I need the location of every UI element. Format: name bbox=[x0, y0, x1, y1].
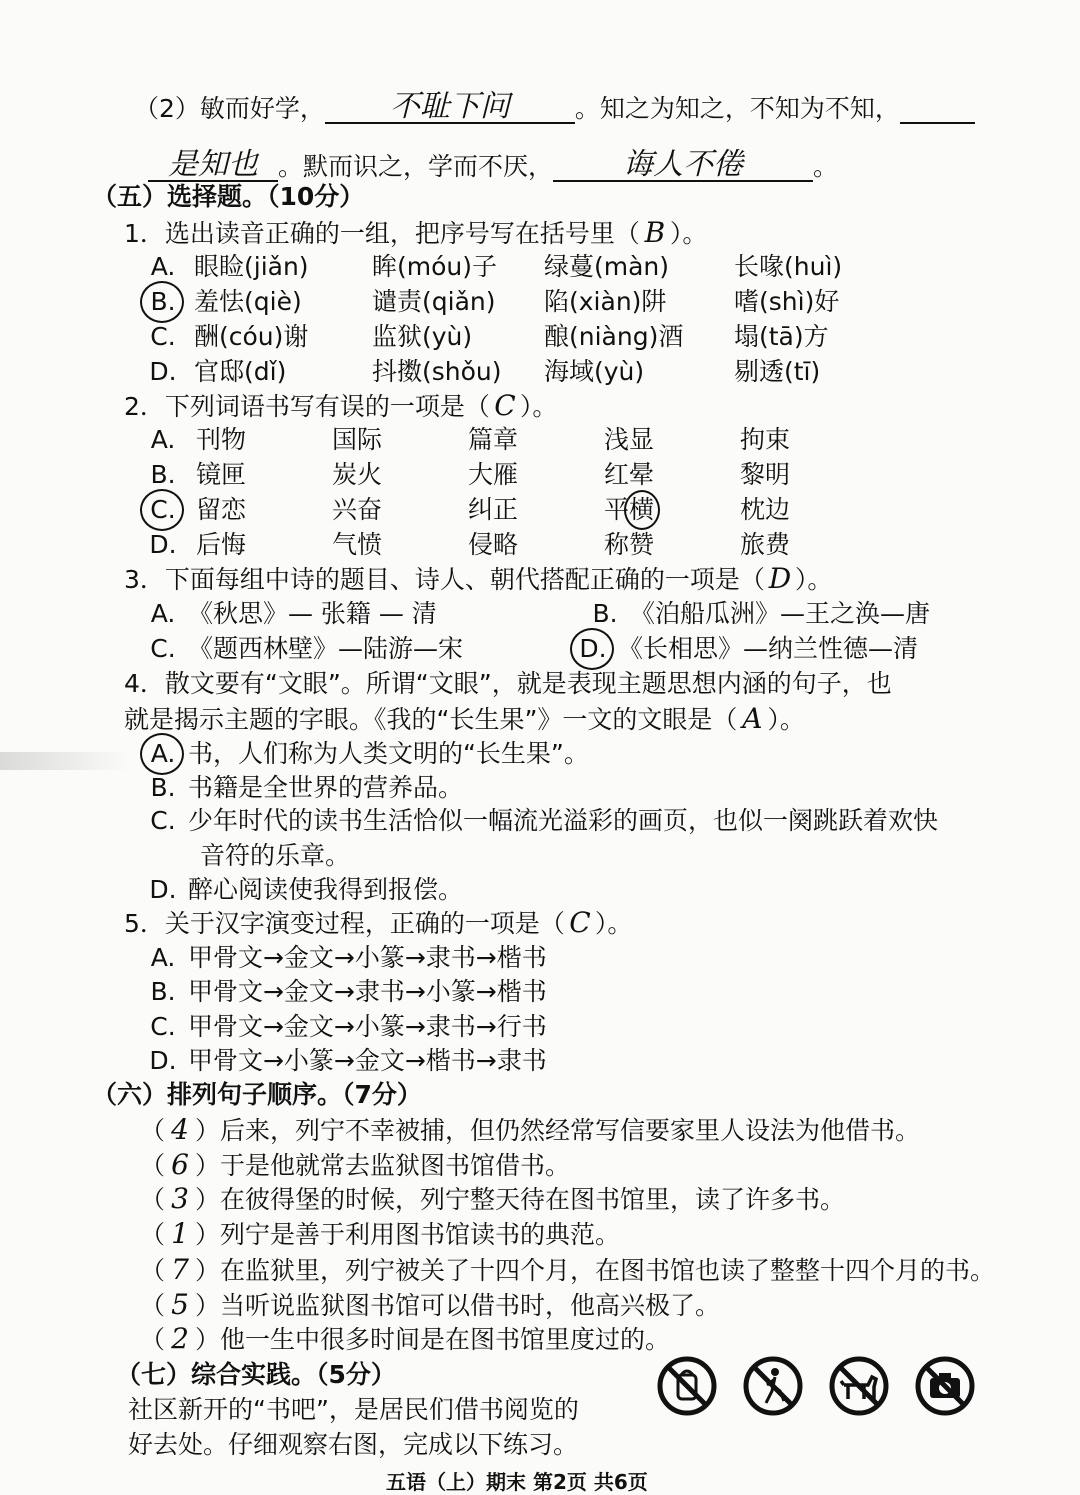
option-letter-circled: A. bbox=[146, 739, 180, 769]
option-letter: A. bbox=[150, 943, 176, 972]
q2-d-1: 后悔 bbox=[196, 530, 247, 559]
q3-b-text: 《泊船瓜洲》—王之涣—唐 bbox=[629, 599, 930, 628]
q2-option-c bbox=[146, 495, 180, 525]
q5-c-text: 甲骨文→金文→小篆→隶书→行书 bbox=[187, 1012, 547, 1041]
fill-end: 。 bbox=[813, 152, 839, 181]
q4-stem-end: ）。 bbox=[767, 705, 805, 734]
q2-d-5: 旅费 bbox=[740, 530, 791, 559]
page-footer: 五语（上）期末 第2页 共6页 bbox=[386, 1470, 648, 1494]
q4-b-text: 书籍是全世界的营养品。 bbox=[187, 773, 463, 802]
q3-d-text: 《长相思》—纳兰性德—清 bbox=[617, 634, 918, 663]
no-camera-icon bbox=[914, 1355, 976, 1417]
order-item bbox=[140, 1115, 920, 1146]
circled-error-word: 平横 bbox=[604, 495, 655, 524]
q2-b-3: 大雁 bbox=[468, 460, 519, 489]
q4-stem-text: 就是揭示主题的字眼。《我的“长生果”》一文的文眼是（ bbox=[124, 705, 738, 734]
q2-c-5: 枕边 bbox=[740, 495, 791, 524]
q1-option-c bbox=[146, 322, 180, 352]
q2-option-a bbox=[146, 425, 180, 455]
q4-option-c bbox=[146, 806, 938, 836]
q4-c-text-2: 音符的乐章。 bbox=[200, 841, 351, 870]
option-letter-circled: D. bbox=[576, 634, 610, 664]
option-letter: A. bbox=[150, 425, 176, 454]
q2-c-3: 纠正 bbox=[468, 495, 519, 524]
q1-a-3: 绿蔓(màn) bbox=[544, 252, 670, 281]
order-number: 2 bbox=[171, 1322, 189, 1355]
q4-option-a bbox=[146, 739, 589, 769]
q3-option-d bbox=[576, 634, 918, 664]
order-number: 4 bbox=[171, 1113, 189, 1146]
paren-open: （ bbox=[140, 1256, 166, 1285]
q4-stem-1: 4．散文要有“文眼”。所谓“文眼”，就是表现主题思想内涵的句子，也 bbox=[124, 669, 892, 698]
fill-line-2 bbox=[148, 147, 839, 182]
option-letter: A. bbox=[150, 599, 176, 628]
order-item bbox=[140, 1150, 570, 1181]
paren-open: （ bbox=[140, 1291, 166, 1320]
order-item bbox=[140, 1324, 670, 1355]
q4-answer: A bbox=[742, 702, 763, 735]
paren-open: （ bbox=[140, 1151, 166, 1180]
no-pets-icon bbox=[828, 1355, 890, 1417]
q1-option-a bbox=[146, 252, 180, 282]
q1-stem-text: 1．选出读音正确的一组，把序号写在括号里（ bbox=[124, 219, 640, 248]
order-item bbox=[140, 1290, 720, 1321]
order-text: ）后来，列宁不幸被捕，但仍然经常写信要家里人设法为他借书。 bbox=[195, 1116, 921, 1145]
option-letter: B. bbox=[150, 460, 176, 489]
section-6-title: （六）排列句子顺序。（7分） bbox=[92, 1080, 422, 1109]
q5-d-text: 甲骨文→小篆→金文→楷书→隶书 bbox=[187, 1046, 547, 1075]
q2-c-4 bbox=[604, 495, 654, 525]
q5-answer: C bbox=[569, 906, 591, 939]
q3-stem-text: 3．下面每组中诗的题目、诗人、朝代搭配正确的一项是（ bbox=[124, 565, 765, 594]
q2-a-5: 拘束 bbox=[740, 425, 791, 454]
q1-d-2: 抖擞(shǒu) bbox=[372, 357, 502, 386]
option-letter: A. bbox=[150, 252, 176, 281]
option-letter: D. bbox=[149, 530, 177, 559]
q5-option-a bbox=[146, 943, 547, 973]
q2-a-3: 篇章 bbox=[468, 425, 519, 454]
no-smoking-person-icon bbox=[742, 1355, 804, 1417]
q4-option-b bbox=[146, 773, 463, 803]
option-letter-circled: B. bbox=[146, 287, 180, 317]
answer-blank-3: 诲人不倦 bbox=[553, 150, 813, 182]
option-letter: B. bbox=[150, 977, 176, 1006]
q5-option-d bbox=[146, 1046, 547, 1076]
q5-option-b bbox=[146, 977, 547, 1007]
option-letter: D. bbox=[149, 1046, 177, 1075]
q2-c-1: 留恋 bbox=[196, 495, 247, 524]
q3-stem-end: ）。 bbox=[794, 565, 833, 594]
order-number: 3 bbox=[171, 1182, 189, 1215]
order-number: 1 bbox=[171, 1217, 189, 1250]
q1-b-4: 嗜(shì)好 bbox=[734, 287, 840, 316]
q2-stem bbox=[124, 391, 557, 422]
q2-d-4: 称赞 bbox=[604, 530, 655, 559]
paren-open: （ bbox=[140, 1325, 166, 1354]
order-text: ）在监狱里，列宁被关了十四个月，在图书馆也读了整整十四个月的书。 bbox=[195, 1256, 996, 1285]
q4-a-text: 书，人们称为人类文明的“长生果”。 bbox=[187, 739, 589, 768]
q2-c-2: 兴奋 bbox=[332, 495, 383, 524]
order-text: ）当听说监狱图书馆可以借书时，他高兴极了。 bbox=[195, 1291, 721, 1320]
order-text: ）在彼得堡的时候，列宁整天待在图书馆里，读了许多书。 bbox=[195, 1185, 846, 1214]
q1-c-1: 酬(cóu)谢 bbox=[194, 322, 309, 351]
q3-option-b bbox=[588, 599, 930, 629]
prohibition-signs bbox=[656, 1355, 986, 1435]
q1-c-4: 塌(tā)方 bbox=[734, 322, 829, 351]
q1-b-1: 羞怯(qiè) bbox=[194, 287, 302, 316]
order-text: ）他一生中很多时间是在图书馆里度过的。 bbox=[195, 1325, 671, 1354]
q4-stem-2 bbox=[124, 704, 805, 735]
q5-stem-text: 5．关于汉字演变过程，正确的一项是（ bbox=[124, 909, 565, 938]
fill-line-1 bbox=[134, 89, 975, 124]
q1-d-3: 海域(yù) bbox=[544, 357, 645, 386]
order-text: ）列宁是善于利用图书馆读书的典范。 bbox=[195, 1220, 621, 1249]
order-item bbox=[140, 1255, 995, 1286]
q3-option-c bbox=[146, 634, 463, 664]
q2-d-3: 侵略 bbox=[468, 530, 519, 559]
q1-stem bbox=[124, 218, 707, 249]
q2-b-2: 炭火 bbox=[332, 460, 383, 489]
answer-blank-1: 不耻下问 bbox=[325, 92, 575, 124]
q2-option-b bbox=[146, 460, 180, 490]
answer-blank-2: 是知也 bbox=[148, 150, 278, 182]
option-letter: C. bbox=[150, 322, 176, 351]
scan-smudge bbox=[0, 752, 130, 770]
option-letter: C. bbox=[150, 1012, 176, 1041]
q1-c-3: 酿(niàng)酒 bbox=[544, 322, 684, 351]
q1-c-2: 监狱(yù) bbox=[372, 322, 473, 351]
option-letter: C. bbox=[150, 806, 176, 835]
q3-option-a bbox=[146, 599, 437, 629]
section-5-title: （五）选择题。（10分） bbox=[92, 182, 365, 211]
q3-a-text: 《秋思》— 张籍 — 清 bbox=[187, 599, 437, 628]
q2-d-2: 气愤 bbox=[332, 530, 383, 559]
q5-a-text: 甲骨文→金文→小篆→隶书→楷书 bbox=[187, 943, 547, 972]
q1-option-d bbox=[146, 357, 180, 387]
section-7-title: （七）综合实践。（5分） bbox=[116, 1360, 396, 1389]
q4-option-d bbox=[146, 875, 463, 905]
option-letter-circled: C. bbox=[146, 495, 180, 525]
q1-a-2: 眸(móu)子 bbox=[372, 252, 498, 281]
option-letter: D. bbox=[149, 875, 177, 904]
q1-b-3: 陷(xiàn)阱 bbox=[544, 287, 667, 316]
option-letter: D. bbox=[149, 357, 177, 386]
order-number: 6 bbox=[171, 1148, 189, 1181]
order-text: ）于是他就常去监狱图书馆借书。 bbox=[195, 1151, 571, 1180]
q1-stem-end: ）。 bbox=[669, 219, 708, 248]
q2-stem-end: ）。 bbox=[519, 392, 558, 421]
q3-stem bbox=[124, 564, 832, 595]
q2-a-1: 刊物 bbox=[196, 425, 247, 454]
q1-answer: B bbox=[644, 216, 666, 249]
q1-b-2: 谴责(qiǎn) bbox=[372, 287, 496, 316]
q1-a-1: 眼睑(jiǎn) bbox=[194, 252, 309, 281]
q1-a-4: 长喙(huì) bbox=[734, 252, 843, 281]
paren-open: （ bbox=[140, 1185, 166, 1214]
order-number: 7 bbox=[171, 1253, 189, 1286]
order-item bbox=[140, 1184, 845, 1215]
section-7-line-1: 社区新开的“书吧”，是居民们借书阅览的 bbox=[128, 1395, 579, 1424]
q2-stem-text: 2．下列词语书写有误的一项是（ bbox=[124, 392, 490, 421]
q2-b-5: 黎明 bbox=[740, 460, 791, 489]
q5-stem bbox=[124, 908, 632, 939]
option-letter: B. bbox=[592, 599, 618, 628]
q2-option-d bbox=[146, 530, 180, 560]
fill-mid: 。知之为知之，不知为不知， bbox=[574, 94, 900, 123]
q5-b-text: 甲骨文→金文→隶书→小篆→楷书 bbox=[187, 977, 547, 1006]
section-7-line-2: 好去处。仔细观察右图，完成以下练习。 bbox=[128, 1430, 579, 1459]
q5-stem-end: ）。 bbox=[594, 909, 633, 938]
q5-option-c bbox=[146, 1012, 547, 1042]
q2-b-1: 镜匣 bbox=[196, 460, 247, 489]
option-letter: C. bbox=[150, 634, 176, 663]
q4-c-text-1: 少年时代的读书生活恰似一幅流光溢彩的画页，也似一阕跳跃着欢快 bbox=[187, 806, 938, 835]
q3-c-text: 《题西林壁》—陆游—宋 bbox=[187, 634, 463, 663]
q4-d-text: 醉心阅读使我得到报偿。 bbox=[187, 875, 463, 904]
q1-option-b bbox=[146, 287, 180, 317]
fill-mid-2: 。默而识之，学而不厌， bbox=[278, 152, 554, 181]
no-food-icon bbox=[656, 1355, 718, 1417]
option-letter: B. bbox=[150, 773, 176, 802]
q2-b-4: 红晕 bbox=[604, 460, 655, 489]
q3-answer: D bbox=[768, 562, 792, 595]
order-item bbox=[140, 1219, 620, 1250]
q1-d-4: 剔透(tī) bbox=[734, 357, 821, 386]
paren-open: （ bbox=[140, 1220, 166, 1249]
q2-a-4: 浅显 bbox=[604, 425, 655, 454]
paren-open: （ bbox=[140, 1116, 166, 1145]
q2-answer: C bbox=[494, 389, 516, 422]
q2-a-2: 国际 bbox=[332, 425, 383, 454]
answer-blank-empty bbox=[900, 122, 975, 124]
q1-d-1: 官邸(dǐ) bbox=[194, 357, 287, 386]
fill-prefix: （2）敏而好学， bbox=[134, 94, 325, 123]
order-number: 5 bbox=[171, 1288, 189, 1321]
